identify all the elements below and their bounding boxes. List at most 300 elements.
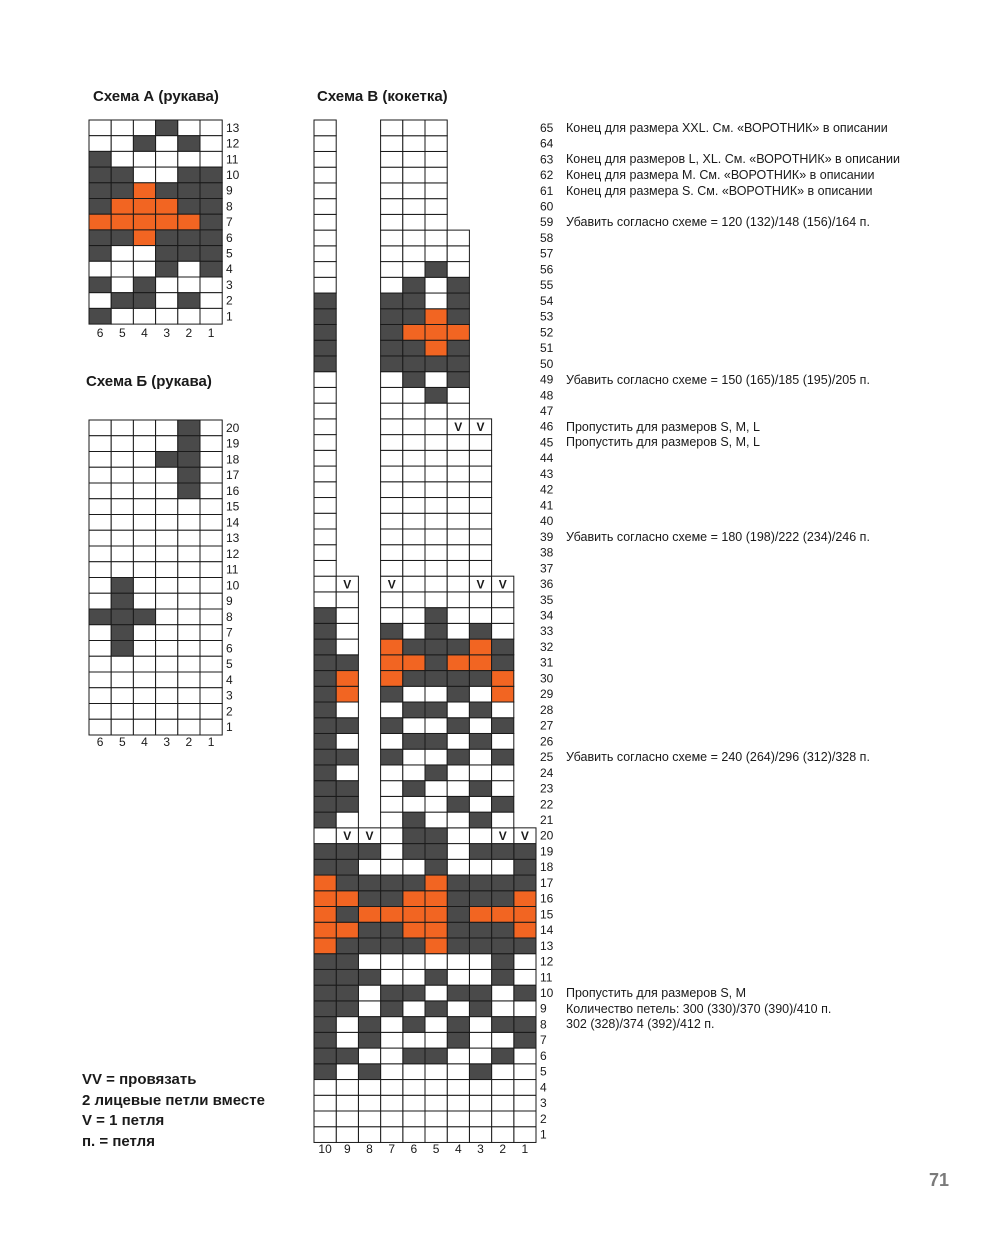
grid-cell xyxy=(403,356,425,372)
row-number: 46 xyxy=(540,419,554,434)
grid-cell xyxy=(89,151,111,167)
grid-cell xyxy=(358,1080,380,1096)
row-note: Конец для размеров L, XL. См. «ВОРОТНИК» в описании xyxy=(566,152,900,167)
grid-cell xyxy=(200,562,222,578)
grid-cell xyxy=(447,403,469,419)
schema-a-title: Схема А (рукава) xyxy=(93,88,219,105)
grid-cell xyxy=(178,688,200,704)
grid-cell xyxy=(336,954,358,970)
grid-cell xyxy=(156,183,178,199)
grid-cell xyxy=(111,308,133,324)
grid-cell xyxy=(314,466,336,482)
grid-cell xyxy=(314,545,336,561)
grid-cell xyxy=(336,781,358,797)
grid-cell xyxy=(89,719,111,735)
grid-cell xyxy=(425,340,447,356)
grid-cell xyxy=(425,356,447,372)
grid-cell xyxy=(403,922,425,938)
grid-cell xyxy=(358,922,380,938)
grid-cell xyxy=(447,718,469,734)
grid-cell xyxy=(469,859,491,875)
grid-cell xyxy=(89,214,111,230)
grid-cell xyxy=(111,704,133,720)
grid-cell xyxy=(89,136,111,152)
grid-cell xyxy=(178,546,200,562)
row-number: 9 xyxy=(226,594,233,609)
grid-cell xyxy=(314,671,336,687)
row-number: 28 xyxy=(540,702,554,717)
row-number: 11 xyxy=(226,152,239,167)
grid-cell xyxy=(358,875,380,891)
grid-cell xyxy=(403,183,425,199)
row-number: 4 xyxy=(226,262,233,277)
row-note: Конец для размера M. См. «ВОРОТНИК» в описании xyxy=(566,168,875,183)
grid-cell xyxy=(403,277,425,293)
grid-cell xyxy=(133,167,155,183)
grid-cell xyxy=(336,1001,358,1017)
row-number: 3 xyxy=(226,688,233,703)
grid-cell xyxy=(156,261,178,277)
grid-cell xyxy=(381,498,403,514)
grid-cell xyxy=(156,656,178,672)
row-number: 56 xyxy=(540,262,554,277)
grid-cell xyxy=(336,639,358,655)
grid-cell xyxy=(425,686,447,702)
decrease-mark: V xyxy=(365,829,374,844)
grid-cell xyxy=(89,562,111,578)
row-number: 52 xyxy=(540,325,554,340)
row-note: Количество петель: 300 (330)/370 (390)/410 п. xyxy=(566,1001,832,1016)
grid-cell xyxy=(381,765,403,781)
grid-cell xyxy=(403,199,425,215)
grid-cell xyxy=(200,704,222,720)
grid-cell xyxy=(492,671,514,687)
legend-line-vv: VV = провязать xyxy=(82,1071,197,1088)
grid-cell xyxy=(403,1127,425,1143)
grid-cell xyxy=(200,578,222,594)
grid-cell xyxy=(358,985,380,1001)
grid-cell xyxy=(403,1080,425,1096)
grid-cell xyxy=(425,796,447,812)
grid-cell xyxy=(156,641,178,657)
grid-cell xyxy=(178,436,200,452)
grid-cell xyxy=(336,907,358,923)
grid-cell xyxy=(133,199,155,215)
grid-cell xyxy=(200,167,222,183)
grid-cell xyxy=(403,812,425,828)
grid-cell xyxy=(381,545,403,561)
grid-cell xyxy=(447,671,469,687)
grid-cell xyxy=(403,340,425,356)
grid-cell xyxy=(469,560,491,576)
legend xyxy=(82,1070,265,1152)
grid-cell xyxy=(156,467,178,483)
grid-cell xyxy=(425,1032,447,1048)
row-number: 57 xyxy=(540,246,554,261)
grid-cell xyxy=(89,246,111,262)
grid-cell xyxy=(492,765,514,781)
grid-cell xyxy=(403,623,425,639)
grid-cell xyxy=(514,1001,536,1017)
grid-cell xyxy=(403,1095,425,1111)
grid-cell xyxy=(381,655,403,671)
grid-cell xyxy=(403,466,425,482)
grid-cell xyxy=(200,467,222,483)
grid-cell xyxy=(133,183,155,199)
grid-cell xyxy=(381,466,403,482)
row-number: 34 xyxy=(540,608,554,623)
grid-cell xyxy=(425,875,447,891)
grid-cell xyxy=(425,765,447,781)
grid-cell xyxy=(156,420,178,436)
row-number: 9 xyxy=(226,183,233,198)
grid-cell xyxy=(425,482,447,498)
grid-cell xyxy=(314,340,336,356)
row-number: 8 xyxy=(226,199,233,214)
grid-cell xyxy=(469,1064,491,1080)
grid-cell xyxy=(492,623,514,639)
grid-cell xyxy=(156,277,178,293)
grid-cell xyxy=(381,702,403,718)
grid-cell xyxy=(314,529,336,545)
grid-cell xyxy=(178,261,200,277)
grid-cell xyxy=(514,907,536,923)
grid-cell xyxy=(200,261,222,277)
grid-cell xyxy=(381,671,403,687)
grid-cell xyxy=(156,672,178,688)
row-number: 40 xyxy=(540,514,554,529)
row-number: 60 xyxy=(540,199,554,214)
grid-cell xyxy=(469,466,491,482)
grid-cell xyxy=(447,639,469,655)
grid-cell xyxy=(381,419,403,435)
grid-cell xyxy=(469,1111,491,1127)
grid-cell xyxy=(403,324,425,340)
row-note: Пропустить для размеров S, M, L xyxy=(566,435,760,450)
grid-cell xyxy=(178,593,200,609)
grid-cell xyxy=(514,954,536,970)
grid-cell xyxy=(111,246,133,262)
grid-cell xyxy=(447,1017,469,1033)
grid-cell xyxy=(381,435,403,451)
grid-cell xyxy=(447,1111,469,1127)
grid-cell xyxy=(403,938,425,954)
grid-cell xyxy=(469,450,491,466)
grid-cell xyxy=(314,907,336,923)
grid-cell xyxy=(111,499,133,515)
grid-cell xyxy=(89,467,111,483)
grid-cell xyxy=(314,969,336,985)
grid-cell xyxy=(425,891,447,907)
grid-cell xyxy=(314,1001,336,1017)
grid-cell xyxy=(403,844,425,860)
grid-cell xyxy=(156,515,178,531)
grid-cell xyxy=(358,1111,380,1127)
row-number: 29 xyxy=(540,687,554,702)
grid-cell xyxy=(447,749,469,765)
grid-cell xyxy=(447,262,469,278)
grid-cell xyxy=(156,230,178,246)
grid-cell xyxy=(314,214,336,230)
row-number: 41 xyxy=(540,498,554,513)
grid-cell xyxy=(381,293,403,309)
row-number: 20 xyxy=(226,420,240,435)
grid-cell xyxy=(381,1001,403,1017)
grid-cell xyxy=(469,592,491,608)
grid-cell xyxy=(403,686,425,702)
grid-cell xyxy=(403,891,425,907)
grid-cell xyxy=(403,655,425,671)
grid-cell xyxy=(133,609,155,625)
grid-cell xyxy=(133,625,155,641)
grid-cell xyxy=(111,420,133,436)
grid-cell xyxy=(178,499,200,515)
grid-cell xyxy=(469,1095,491,1111)
grid-cell xyxy=(178,656,200,672)
grid-cell xyxy=(200,436,222,452)
row-note: Пропустить для размеров S, M, L xyxy=(566,419,760,434)
row-number: 7 xyxy=(226,215,233,230)
grid-cell xyxy=(514,1064,536,1080)
grid-cell xyxy=(111,641,133,657)
grid-cell xyxy=(469,1127,491,1143)
grid-cell xyxy=(89,261,111,277)
grid-cell xyxy=(178,562,200,578)
grid-cell xyxy=(314,403,336,419)
column-number: 2 xyxy=(185,326,193,340)
grid-cell xyxy=(447,450,469,466)
grid-cell xyxy=(89,452,111,468)
grid-cell xyxy=(469,623,491,639)
grid-cell xyxy=(381,922,403,938)
grid-cell xyxy=(381,592,403,608)
grid-cell xyxy=(381,482,403,498)
row-number: 13 xyxy=(540,938,554,953)
grid-cell xyxy=(425,702,447,718)
grid-cell xyxy=(200,183,222,199)
row-number: 13 xyxy=(226,120,240,135)
schema-a-grid xyxy=(89,120,240,340)
grid-cell xyxy=(403,167,425,183)
grid-cell xyxy=(178,704,200,720)
grid-cell xyxy=(178,308,200,324)
row-number: 13 xyxy=(226,531,240,546)
row-number: 35 xyxy=(540,592,554,607)
grid-cell xyxy=(200,136,222,152)
grid-cell xyxy=(336,765,358,781)
grid-cell xyxy=(111,293,133,309)
grid-cell xyxy=(381,262,403,278)
grid-cell xyxy=(133,277,155,293)
grid-cell xyxy=(447,985,469,1001)
grid-cell xyxy=(381,309,403,325)
grid-cell xyxy=(469,545,491,561)
row-number: 55 xyxy=(540,278,554,293)
grid-cell xyxy=(425,576,447,592)
grid-cell xyxy=(314,891,336,907)
grid-cell xyxy=(381,167,403,183)
grid-cell xyxy=(178,120,200,136)
grid-cell xyxy=(336,859,358,875)
grid-cell xyxy=(381,639,403,655)
grid-cell xyxy=(314,513,336,529)
grid-cell xyxy=(381,608,403,624)
grid-cell xyxy=(447,686,469,702)
grid-cell xyxy=(89,515,111,531)
grid-cell xyxy=(381,954,403,970)
grid-cell xyxy=(447,230,469,246)
grid-cell xyxy=(425,230,447,246)
row-number: 8 xyxy=(226,609,233,624)
grid-cell xyxy=(200,214,222,230)
grid-cell xyxy=(447,1127,469,1143)
row-number: 10 xyxy=(226,167,240,182)
grid-cell xyxy=(447,1095,469,1111)
grid-cell xyxy=(381,891,403,907)
grid-cell xyxy=(111,515,133,531)
grid-cell xyxy=(403,1017,425,1033)
grid-cell xyxy=(514,1111,536,1127)
grid-cell xyxy=(336,623,358,639)
grid-cell xyxy=(447,1080,469,1096)
grid-cell xyxy=(314,576,336,592)
grid-cell xyxy=(447,529,469,545)
grid-cell xyxy=(111,609,133,625)
grid-cell xyxy=(381,230,403,246)
grid-cell xyxy=(403,749,425,765)
grid-cell xyxy=(314,387,336,403)
grid-cell xyxy=(314,1064,336,1080)
grid-cell xyxy=(403,1111,425,1127)
grid-cell xyxy=(111,546,133,562)
grid-cell xyxy=(111,593,133,609)
row-number: 12 xyxy=(226,546,240,561)
grid-cell xyxy=(514,922,536,938)
grid-cell xyxy=(200,120,222,136)
grid-cell xyxy=(403,954,425,970)
page-number: 71 xyxy=(928,1170,949,1190)
grid-cell xyxy=(89,308,111,324)
row-number: 64 xyxy=(540,136,554,151)
grid-cell xyxy=(133,546,155,562)
grid-cell xyxy=(425,907,447,923)
grid-cell xyxy=(314,702,336,718)
grid-cell xyxy=(314,277,336,293)
grid-cell xyxy=(447,356,469,372)
grid-cell xyxy=(425,655,447,671)
grid-cell xyxy=(358,969,380,985)
grid-cell xyxy=(89,578,111,594)
grid-cell xyxy=(314,1080,336,1096)
grid-cell xyxy=(200,688,222,704)
grid-cell xyxy=(381,1048,403,1064)
grid-cell xyxy=(403,560,425,576)
grid-cell xyxy=(469,655,491,671)
grid-cell xyxy=(314,560,336,576)
grid-cell xyxy=(447,623,469,639)
row-number: 2 xyxy=(226,704,233,719)
grid-cell xyxy=(403,120,425,136)
grid-cell xyxy=(492,954,514,970)
grid-cell xyxy=(133,578,155,594)
grid-cell xyxy=(178,246,200,262)
decrease-mark: V xyxy=(343,829,352,844)
grid-cell xyxy=(381,151,403,167)
grid-cell xyxy=(89,688,111,704)
grid-cell xyxy=(492,844,514,860)
grid-cell xyxy=(178,293,200,309)
grid-cell xyxy=(156,214,178,230)
grid-cell xyxy=(178,420,200,436)
grid-cell xyxy=(200,199,222,215)
grid-cell xyxy=(314,733,336,749)
grid-cell xyxy=(381,529,403,545)
grid-cell xyxy=(447,828,469,844)
grid-cell xyxy=(133,436,155,452)
grid-cell xyxy=(111,625,133,641)
grid-cell xyxy=(200,515,222,531)
grid-cell xyxy=(133,562,155,578)
grid-cell xyxy=(336,844,358,860)
grid-cell xyxy=(492,907,514,923)
row-number: 54 xyxy=(540,293,554,308)
row-number: 12 xyxy=(226,136,240,151)
grid-cell xyxy=(336,1111,358,1127)
grid-cell xyxy=(492,718,514,734)
grid-cell xyxy=(425,214,447,230)
grid-cell xyxy=(425,1127,447,1143)
grid-cell xyxy=(336,922,358,938)
grid-cell xyxy=(336,812,358,828)
grid-cell xyxy=(403,1001,425,1017)
grid-cell xyxy=(178,609,200,625)
grid-cell xyxy=(200,452,222,468)
grid-cell xyxy=(358,1127,380,1143)
grid-cell xyxy=(358,859,380,875)
grid-cell xyxy=(469,765,491,781)
grid-cell xyxy=(89,704,111,720)
grid-cell xyxy=(178,467,200,483)
grid-cell xyxy=(514,938,536,954)
grid-cell xyxy=(200,546,222,562)
decrease-mark: V xyxy=(498,829,507,844)
grid-cell xyxy=(492,686,514,702)
grid-cell xyxy=(514,969,536,985)
grid-cell xyxy=(111,656,133,672)
grid-cell xyxy=(447,812,469,828)
grid-cell xyxy=(200,499,222,515)
grid-cell xyxy=(492,655,514,671)
grid-cell xyxy=(425,733,447,749)
grid-cell xyxy=(314,1032,336,1048)
grid-cell xyxy=(381,796,403,812)
row-number: 6 xyxy=(540,1048,547,1063)
decrease-mark: V xyxy=(454,420,463,435)
grid-cell xyxy=(381,875,403,891)
grid-cell xyxy=(425,749,447,765)
grid-cell xyxy=(381,340,403,356)
grid-cell xyxy=(447,1064,469,1080)
grid-cell xyxy=(492,702,514,718)
row-number: 18 xyxy=(226,452,240,467)
grid-cell xyxy=(314,781,336,797)
grid-cell xyxy=(403,293,425,309)
grid-cell xyxy=(111,230,133,246)
decrease-mark: V xyxy=(520,829,529,844)
grid-cell xyxy=(336,1032,358,1048)
row-number: 45 xyxy=(540,435,554,450)
grid-cell xyxy=(314,796,336,812)
